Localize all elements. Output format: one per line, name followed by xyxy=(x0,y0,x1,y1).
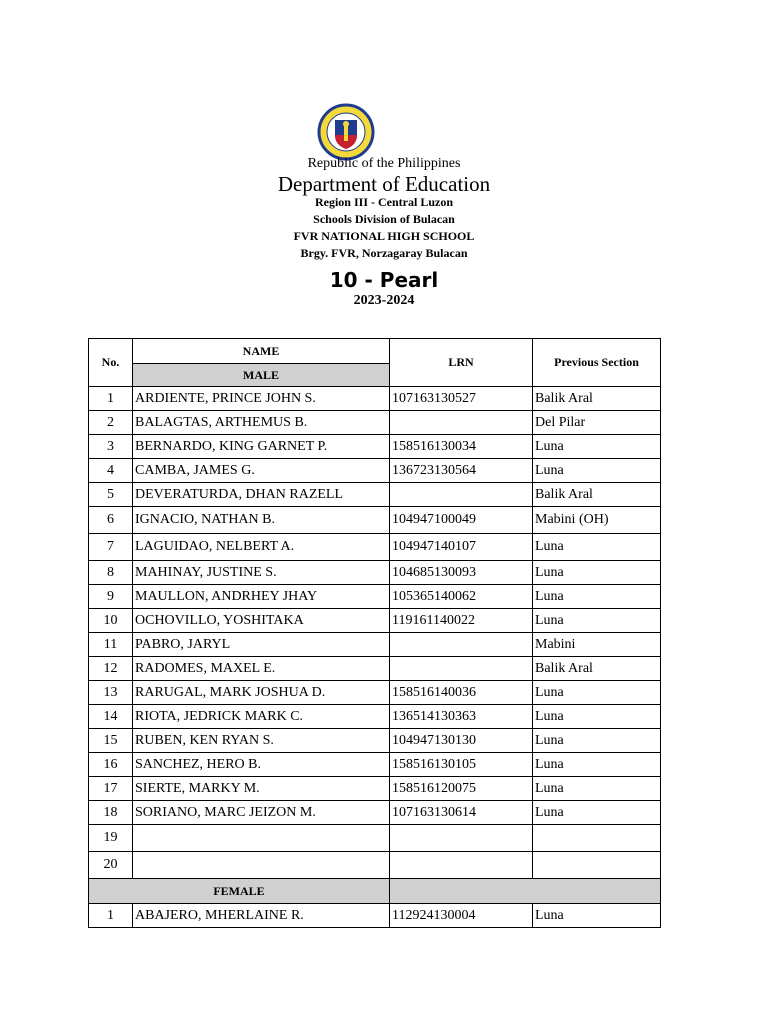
student-number: 1 xyxy=(89,387,133,411)
student-lrn: 158516130034 xyxy=(390,435,533,459)
table-row xyxy=(89,633,661,657)
student-number: 6 xyxy=(89,507,133,534)
class-roster-table xyxy=(88,338,661,928)
table-row xyxy=(89,387,661,411)
student-name: RARUGAL, MARK JOSHUA D. xyxy=(133,681,390,705)
student-name xyxy=(133,852,390,879)
previous-section: Mabini xyxy=(533,633,661,657)
student-name: BERNARDO, KING GARNET P. xyxy=(133,435,390,459)
table-row xyxy=(89,534,661,561)
student-name: OCHOVILLO, YOSHITAKA xyxy=(133,609,390,633)
student-lrn xyxy=(390,633,533,657)
student-number: 11 xyxy=(89,633,133,657)
previous-section: Luna xyxy=(533,753,661,777)
student-name: MAHINAY, JUSTINE S. xyxy=(133,561,390,585)
student-lrn: 136514130363 xyxy=(390,705,533,729)
table-row xyxy=(89,729,661,753)
student-lrn: 158516140036 xyxy=(390,681,533,705)
student-lrn: 107163130614 xyxy=(390,801,533,825)
school-name: FVR NATIONAL HIGH SCHOOL xyxy=(293,229,475,243)
student-number: 4 xyxy=(89,459,133,483)
student-lrn: 104685130093 xyxy=(390,561,533,585)
student-name: PABRO, JARYL xyxy=(133,633,390,657)
previous-section: Luna xyxy=(533,801,661,825)
table-row xyxy=(89,507,661,534)
student-lrn xyxy=(390,411,533,435)
student-lrn: 158516120075 xyxy=(390,777,533,801)
region-line: Region III - Central Luzon xyxy=(314,195,453,209)
header-name: NAME xyxy=(133,339,390,364)
student-number: 18 xyxy=(89,801,133,825)
previous-section xyxy=(533,852,661,879)
student-number: 14 xyxy=(89,705,133,729)
previous-section: Luna xyxy=(533,561,661,585)
table-row xyxy=(89,801,661,825)
student-name: RUBEN, KEN RYAN S. xyxy=(133,729,390,753)
previous-section: Luna xyxy=(533,705,661,729)
table-row xyxy=(89,609,661,633)
previous-section: Luna xyxy=(533,534,661,561)
student-lrn xyxy=(390,852,533,879)
previous-section: Luna xyxy=(533,681,661,705)
student-number: 7 xyxy=(89,534,133,561)
student-name: ARDIENTE, PRINCE JOHN S. xyxy=(133,387,390,411)
previous-section: Luna xyxy=(533,609,661,633)
division-line: Schools Division of Bulacan xyxy=(313,212,455,226)
student-number: 2 xyxy=(89,411,133,435)
section-title: 10 - Pearl xyxy=(329,268,439,292)
header-no: No. xyxy=(89,339,133,387)
header-lrn: LRN xyxy=(390,339,533,387)
republic-line: Republic of the Philippines xyxy=(307,156,461,171)
student-number: 17 xyxy=(89,777,133,801)
student-number: 19 xyxy=(89,825,133,852)
student-lrn: 107163130527 xyxy=(390,387,533,411)
previous-section: Balik Aral xyxy=(533,483,661,507)
previous-section: Balik Aral xyxy=(533,387,661,411)
previous-section: Luna xyxy=(533,904,661,928)
table-row xyxy=(89,777,661,801)
previous-section: Luna xyxy=(533,459,661,483)
table-row xyxy=(89,681,661,705)
student-number: 5 xyxy=(89,483,133,507)
previous-section: Del Pilar xyxy=(533,411,661,435)
table-row xyxy=(89,657,661,681)
student-lrn: 104947100049 xyxy=(390,507,533,534)
female-group-label: FEMALE xyxy=(89,879,390,904)
student-lrn xyxy=(390,483,533,507)
student-name: SORIANO, MARC JEIZON M. xyxy=(133,801,390,825)
header-previous-section: Previous Section xyxy=(533,339,661,387)
female-group-filler xyxy=(390,879,661,904)
previous-section: Balik Aral xyxy=(533,657,661,681)
student-number: 16 xyxy=(89,753,133,777)
student-number: 20 xyxy=(89,852,133,879)
student-lrn xyxy=(390,657,533,681)
previous-section: Mabini (OH) xyxy=(533,507,661,534)
student-name: ABAJERO, MHERLAINE R. xyxy=(133,904,390,928)
student-number: 10 xyxy=(89,609,133,633)
table-row xyxy=(89,459,661,483)
student-lrn: 104947140107 xyxy=(390,534,533,561)
student-name: CAMBA, JAMES G. xyxy=(133,459,390,483)
previous-section: Luna xyxy=(533,777,661,801)
table-row xyxy=(89,561,661,585)
previous-section xyxy=(533,825,661,852)
previous-section: Luna xyxy=(533,729,661,753)
female-group-row xyxy=(89,879,661,904)
table-row xyxy=(89,483,661,507)
student-name: LAGUIDAO, NELBERT A. xyxy=(133,534,390,561)
student-name: IGNACIO, NATHAN B. xyxy=(133,507,390,534)
student-name xyxy=(133,825,390,852)
previous-section: Luna xyxy=(533,435,661,459)
table-row xyxy=(89,411,661,435)
school-address: Brgy. FVR, Norzagaray Bulacan xyxy=(300,246,468,260)
table-row xyxy=(89,904,661,928)
department-title: Department of Education xyxy=(277,172,491,196)
student-lrn: 136723130564 xyxy=(390,459,533,483)
student-name: DEVERATURDA, DHAN RAZELL xyxy=(133,483,390,507)
deped-seal-logo xyxy=(314,103,378,161)
table-row xyxy=(89,705,661,729)
student-number: 1 xyxy=(89,904,133,928)
student-number: 8 xyxy=(89,561,133,585)
table-row xyxy=(89,435,661,459)
student-number: 3 xyxy=(89,435,133,459)
student-number: 9 xyxy=(89,585,133,609)
table-row xyxy=(89,852,661,879)
previous-section: Luna xyxy=(533,585,661,609)
student-lrn: 158516130105 xyxy=(390,753,533,777)
table-row xyxy=(89,825,661,852)
table-row xyxy=(89,585,661,609)
student-lrn xyxy=(390,825,533,852)
student-name: BALAGTAS, ARTHEMUS B. xyxy=(133,411,390,435)
student-lrn: 104947130130 xyxy=(390,729,533,753)
student-lrn: 119161140022 xyxy=(390,609,533,633)
male-group-label: MALE xyxy=(133,364,390,387)
student-number: 13 xyxy=(89,681,133,705)
student-name: RIOTA, JEDRICK MARK C. xyxy=(133,705,390,729)
student-number: 12 xyxy=(89,657,133,681)
student-name: MAULLON, ANDRHEY JHAY xyxy=(133,585,390,609)
student-lrn: 105365140062 xyxy=(390,585,533,609)
table-row xyxy=(89,753,661,777)
student-name: SIERTE, MARKY M. xyxy=(133,777,390,801)
student-lrn: 112924130004 xyxy=(390,904,533,928)
school-year: 2023-2024 xyxy=(353,293,415,308)
student-name: SANCHEZ, HERO B. xyxy=(133,753,390,777)
student-name: RADOMES, MAXEL E. xyxy=(133,657,390,681)
student-number: 15 xyxy=(89,729,133,753)
